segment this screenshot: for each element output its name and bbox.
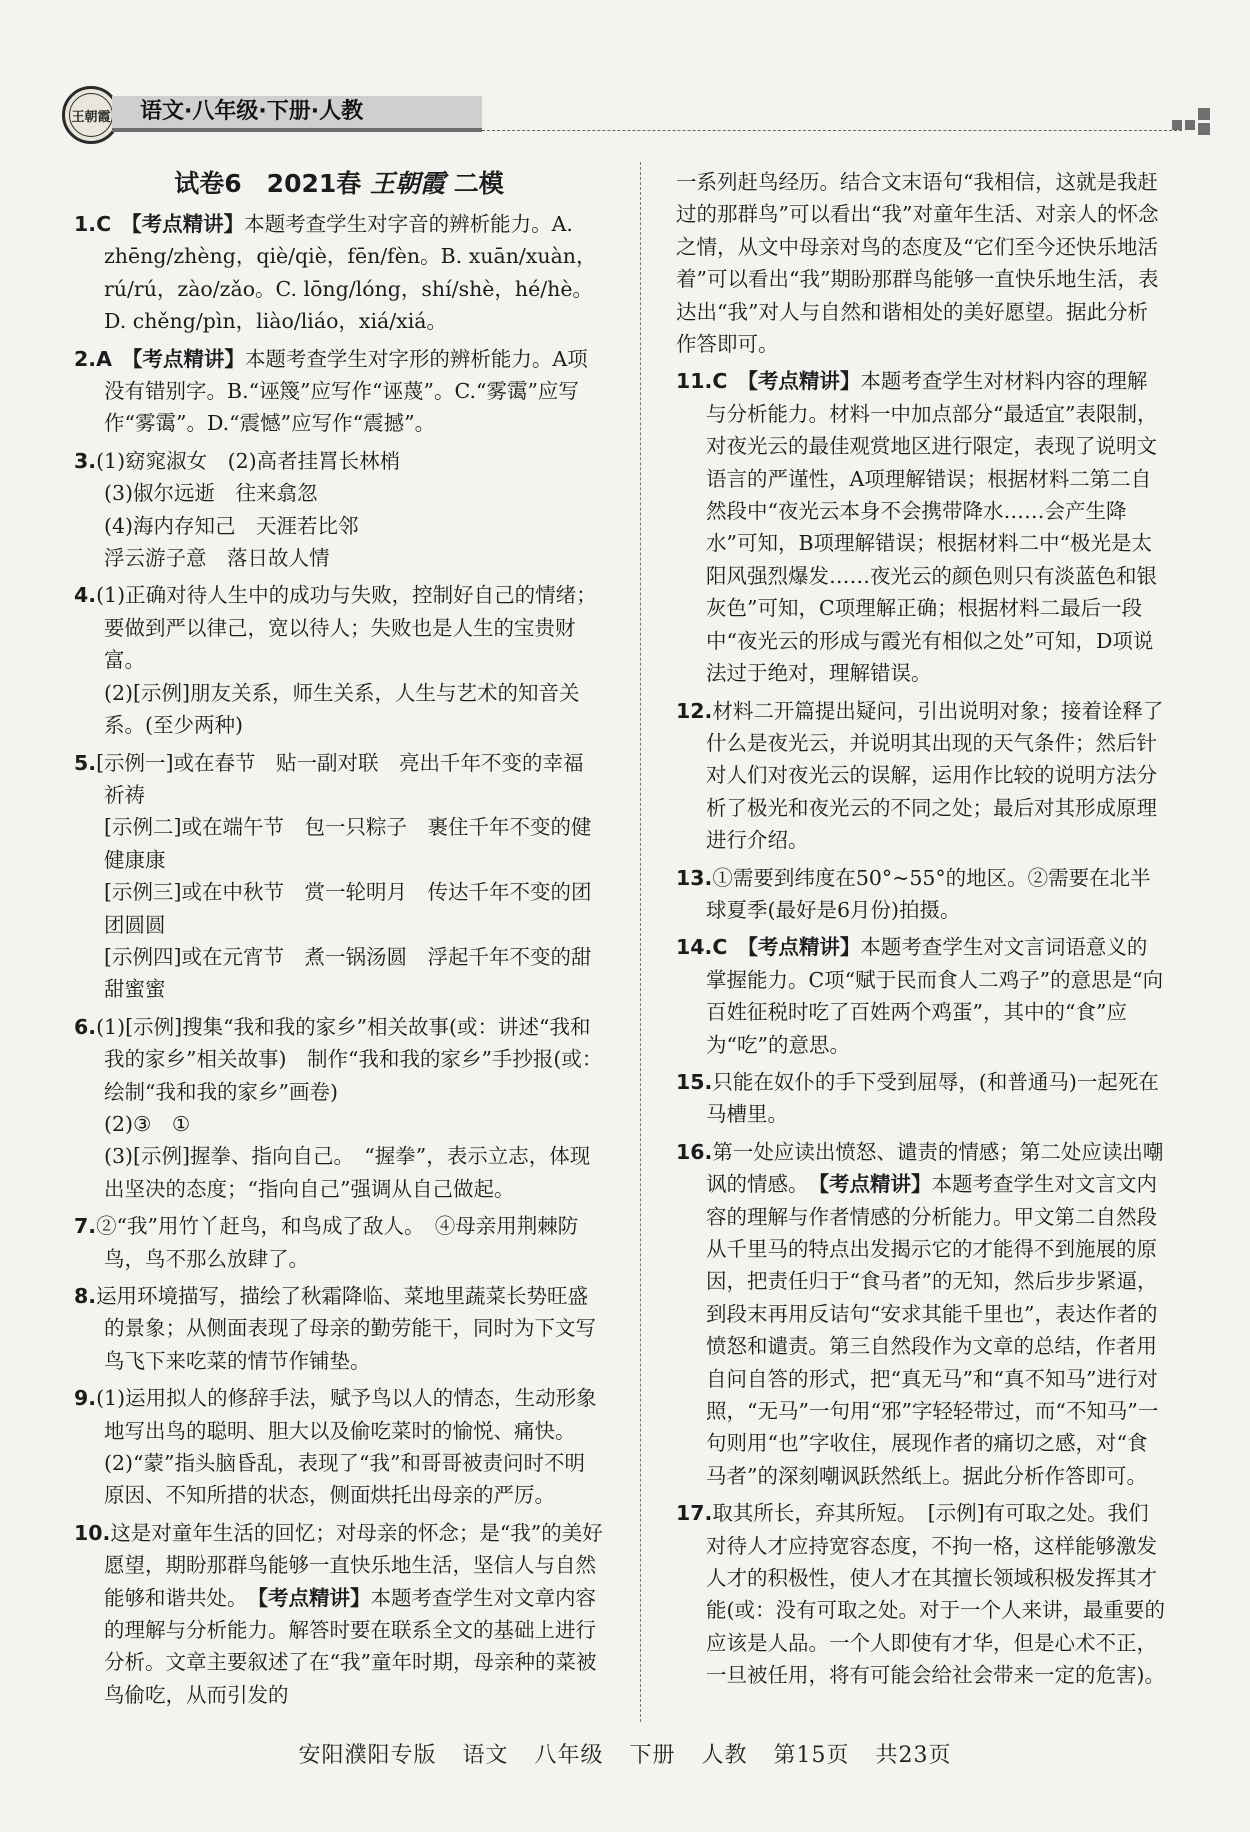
answer-text: ①需要到纬度在50°~55°的地区。②需要在北半球夏季(最好是6月份)拍摄。 <box>706 865 1151 922</box>
paper-title-suffix: 二模 <box>444 169 504 198</box>
answer-text: (1)窈窕淑女 (2)高者挂罥长林梢 <box>96 448 401 473</box>
right-answer-list <box>676 365 1166 1691</box>
answer-text: 本题考查学生对文言文内容的理解与作者情感的分析能力。甲文第二自然段从千里马的特点出发揭示它的才能得不到施展的原因，把责任归于“食马者”的无知，然后步步紧逼，到段末再用反诘句“安求其能千里也”，表达作者的愤怒和谴责。第三自然段作为文章的总结，作者用自问自答的形式，把“真无马”和“真不知马”进行对照，“无马”一句用“邪”字轻轻带过，而“不知马”一句则用“也”字收住，展现作者的痛切之感，对“食马者”的深刻嘲讽跃然纸上。据此分析作答即可。 <box>706 1172 1159 1488</box>
header-dashed-rule <box>482 130 1182 131</box>
answer-text: 运用环境描写，描绘了秋霜降临、菜地里蔬菜长势旺盛的景象；从侧面表现了母亲的勤劳能干，同时为下文写鸟飞下来吃菜的情节作铺垫。 <box>96 1284 596 1373</box>
answer-text: 只能在奴仆的手下受到屈辱，(和普通马)一起死在马槽里。 <box>706 1069 1159 1127</box>
page-header <box>62 86 1162 142</box>
answer-item <box>74 1382 604 1512</box>
answer-text: 第一处应读出愤怒、谴责的情感；第二处应读出嘲讽的情感。 <box>706 1139 1164 1197</box>
answer-text: (1)[示例]搜集“我和我的家乡”相关故事(或：讲述“我和我的家乡”相关故事) 制作“我和我的家乡”手抄报(或：绘制“我和我的家乡”画卷) <box>96 1014 603 1104</box>
answer-item <box>676 695 1166 857</box>
key-point-tag: 【考点精讲】 <box>737 935 861 960</box>
footer-total-pages: 共23页 <box>875 1743 952 1768</box>
answer-subline: (4)海内存知己 天涯若比邻 <box>104 513 359 538</box>
answer-text: 本题考查学生对字音的辨析能力。A. zhēng/zhèng，qiè/qiè，fēn/fèn。B. xuān/xuàn，rú/rú，zào/zǎo。C. lōng/lóng，shí/shè，hé/hè。D. chěng/pìn，liào/liáo，xiá/xiá。 <box>104 212 597 334</box>
footer-subject: 语文 <box>462 1743 509 1768</box>
answer-number: 4. <box>74 583 97 608</box>
answer-text: (1)正确对待人生中的成功与失败，控制好自己的情绪；要做到严以律己，宽以待人；失败也是人生的宝贵财富。 <box>96 583 597 673</box>
answer-number: 3. <box>74 448 97 473</box>
answer-text: [示例一]或在春节 贴一副对联 亮出千年不变的幸福祈祷 <box>96 750 584 807</box>
answer-subline: (3)俶尔远逝 往来翕忽 <box>104 481 318 506</box>
footer-volume: 下册 <box>629 1743 676 1768</box>
answer-item <box>676 862 1166 927</box>
answer-text: 本题考查学生对字形的辨析能力。A项没有错别字。B.“诬篾”应写作“诬蔑”。C.“雾霭”应写作“雾霭”。D.“震憾”应写作“震撼”。 <box>104 346 588 436</box>
answer-subline: [示例四]或在元宵节 煮一锅汤圆 浮起千年不变的甜甜蜜蜜 <box>104 944 592 1002</box>
answer-item <box>74 1210 604 1275</box>
answer-text: 材料二开篇提出疑问，引出说明对象；接着诠释了什么是夜光云，并说明其出现的天气条件；然后针对人们对夜光云的误解，运用作比较的说明方法分析了极光和夜光云的不同之处；最后对其形成原理进行介绍。 <box>706 698 1164 853</box>
answer-number: 5. <box>74 750 97 775</box>
answer-number: 2. <box>74 346 97 371</box>
answer-subline: [示例二]或在端午节 包一只粽子 裹住千年不变的健健康康 <box>104 815 592 872</box>
key-point-tag: 【考点精讲】 <box>237 1585 371 1610</box>
answer-number: 15. <box>676 1069 713 1094</box>
answer-item <box>676 1497 1166 1691</box>
answer-item <box>74 579 604 741</box>
corner-squares-icon <box>1172 108 1226 138</box>
answer-number: 6. <box>74 1014 97 1039</box>
answer-subline: 浮云游子意 落日故人情 <box>104 546 330 571</box>
answer-subline: (2)③ ① <box>104 1111 191 1136</box>
answer-number: 9. <box>74 1386 97 1411</box>
key-point-tag: 【考点精讲】 <box>121 346 245 371</box>
answer-text: 本题考查学生对文章内容的理解与分析能力。解答时要在联系全文的基础上进行分析。文章主要叙述了在“我”童年时期，母亲种的菜被鸟偷吃，从而引发的 <box>104 1585 597 1707</box>
answer-number: 17. <box>676 1501 713 1526</box>
answer-text: ②“我”用竹丫赶鸟，和鸟成了敌人。 ④母亲用荆棘防鸟，鸟不那么放肆了。 <box>96 1214 579 1271</box>
page-footer <box>0 1738 1250 1769</box>
paper-title-prefix: 试卷6 2021春 <box>174 169 370 198</box>
answer-number: 12. <box>676 698 713 723</box>
footer-page-number: 第15页 <box>773 1743 850 1768</box>
answer-item <box>676 1136 1166 1492</box>
answer-number: 14. <box>676 935 713 960</box>
answer-choice: C <box>712 369 728 394</box>
subject-banner: 语文·八年级·下册·人教 <box>112 96 482 132</box>
footer-publisher: 人教 <box>701 1743 748 1768</box>
answer-subline: (3)[示例]握拳、指向自己。 “握拳”，表示立志，体现出坚决的态度；“指向自己”强调从自己做起。 <box>104 1144 591 1201</box>
answer-choice: C <box>96 212 112 236</box>
answer-item <box>74 208 604 338</box>
answer-text: 本题考查学生对文言词语意义的掌握能力。C项“赋于民而食人二鸡子”的意思是“向百姓征税时吃了百姓两个鸡蛋”，其中的“食”应为“吃”的意思。 <box>706 935 1164 1057</box>
answer-item <box>74 747 604 1006</box>
answer-subline: [示例三]或在中秋节 赏一轮明月 传达千年不变的团团圆圆 <box>104 880 592 937</box>
answer-number: 11. <box>676 369 713 394</box>
answer-number: 8. <box>74 1284 97 1308</box>
answer-item <box>74 1517 604 1711</box>
answer-subline: (2)[示例]朋友关系，师生关系，人生与艺术的知音关系。(至少两种) <box>104 680 580 738</box>
continued-text: 一系列赶鸟经历。结合文末语句“我相信，这就是我赶过的那群鸟”可以看出“我”对童年生活、对亲人的怀念之情，从文中母亲对鸟的态度及“它们至今还快乐地活着”可以看出“我”期盼那群鸟能够一直快乐地生活，表达出“我”对人与自然和谐相处的美好愿望。据此分析作答即可。 <box>676 170 1159 357</box>
key-point-tag: 【考点精讲】 <box>121 212 245 236</box>
answer-number: 1. <box>74 212 97 236</box>
answer-item <box>74 445 604 575</box>
answer-number: 7. <box>74 1214 97 1239</box>
column-divider <box>640 162 641 1722</box>
answer-choice: A <box>96 346 112 371</box>
answer-choice: C <box>712 935 728 960</box>
answer-text: 取其所长，弃其所短。 [示例]有可取之处。我们对待人才应持宽容态度，不拘一格，这样能够激发人才的积极性，使人才在其擅长领域积极发挥其才能(或：没有可取之处。对于一个人来讲，最重要的应该是人品。一个人即使有才华，但是心术不正，一旦被任用，将有可能会给社会带来一定的危害)。 <box>706 1501 1165 1688</box>
footer-edition: 安阳濮阳专版 <box>298 1743 437 1768</box>
answer-number: 13. <box>676 865 713 890</box>
brand-logo-text: 王朝霞 <box>69 93 113 137</box>
answer-item <box>74 1280 604 1377</box>
left-answer-list <box>74 208 604 1711</box>
paper-title-seal: 王朝霞 <box>369 169 445 198</box>
answer-item <box>676 365 1166 689</box>
footer-grade: 八年级 <box>534 1743 604 1768</box>
right-column <box>676 166 1166 1697</box>
answer-item <box>74 1011 604 1205</box>
paper-title <box>74 166 604 202</box>
answer-text: (1)运用拟人的修辞手法，赋予鸟以人的情态，生动形象地写出鸟的聪明、胆大以及偷吃菜时的愉悦、痛快。 <box>96 1386 597 1443</box>
answer-item <box>676 1066 1166 1131</box>
answer-text: 本题考查学生对材料内容的理解与分析能力。材料一中加点部分“最适宜”表限制，对夜光云的最佳观赏地区进行限定，表现了说明文语言的严谨性，A项理解错误；根据材料二第二自然段中“夜光云本身不会携带降水……会产生降水”可知，B项理解错误；根据材料二中“极光是太阳风强烈爆发……夜光云的颜色则只有淡蓝色和银灰色”可知，C项理解正确；根据材料二最后一段中“夜光云的形成与霞光有相似之处”可知，D项说法过于绝对，理解错误。 <box>706 369 1158 686</box>
answer-item <box>676 931 1166 1061</box>
answer-item <box>74 343 604 440</box>
key-point-tag: 【考点精讲】 <box>798 1172 932 1197</box>
answer-subline: (2)“蒙”指头脑昏乱，表现了“我”和哥哥被责问时不明原因、不知所措的状态，侧面烘托出母亲的严厉。 <box>104 1451 585 1508</box>
answer-number: 10. <box>74 1520 111 1545</box>
left-column <box>74 166 604 1716</box>
answer-text: 这是对童年生活的回忆；对母亲的怀念；是“我”的美好愿望，期盼那群鸟能够一直快乐地生活，坚信人与自然能够和谐共处。 <box>104 1520 603 1610</box>
key-point-tag: 【考点精讲】 <box>737 369 861 394</box>
answer-number: 16. <box>676 1139 713 1164</box>
